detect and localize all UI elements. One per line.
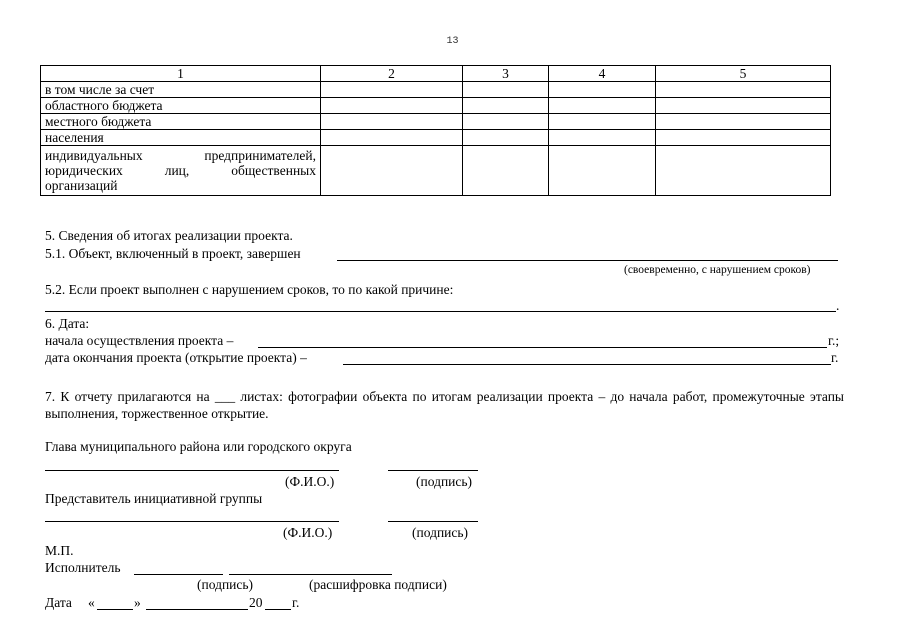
date-day-field[interactable] xyxy=(97,609,133,610)
row-label: областного бюджета xyxy=(41,98,321,114)
table-cell xyxy=(656,146,831,196)
section5-item1-label: 5.1. Объект, включенный в проект, завершен xyxy=(45,246,301,261)
date-year-field[interactable] xyxy=(265,609,291,610)
table-cell xyxy=(549,98,656,114)
table-cell xyxy=(321,114,463,130)
start-date-suffix: г.; xyxy=(828,333,840,348)
table-row xyxy=(41,130,831,146)
executor-label: Исполнитель xyxy=(45,560,121,575)
executor-decode-caption: (расшифровка подписи) xyxy=(309,577,447,592)
executor-signature-line[interactable] xyxy=(134,574,223,575)
row-label: местного бюджета xyxy=(41,114,321,130)
row-label: в том числе за счет xyxy=(41,82,321,98)
table-row xyxy=(41,98,831,114)
head-title: Глава муниципального района или городского округа xyxy=(45,439,352,454)
table-header-row xyxy=(41,66,831,82)
date-year-prefix: 20 xyxy=(249,595,263,610)
section5-item2-label: 5.2. Если проект выполнен с нарушением сроков, то по какой причине: xyxy=(45,282,454,297)
fill-line-completed[interactable] xyxy=(337,260,838,261)
end-date-suffix: г. xyxy=(831,350,839,365)
date-label: Дата xyxy=(45,595,72,610)
section5-item1-hint: (своевременно, с нарушением сроков) xyxy=(624,264,811,276)
column-header: 1 xyxy=(41,66,321,82)
fill-line-reason[interactable] xyxy=(45,311,836,312)
row-label-multiline xyxy=(41,146,321,196)
table-cell xyxy=(463,146,549,196)
table-row xyxy=(41,114,831,130)
column-header: 2 xyxy=(321,66,463,82)
date-year-suffix: г. xyxy=(292,595,300,610)
end-date-field[interactable] xyxy=(343,364,831,365)
table-cell xyxy=(321,146,463,196)
row-label-line: юридических лиц, общественных xyxy=(45,163,316,178)
table-row xyxy=(41,82,831,98)
executor-decode-line[interactable] xyxy=(229,574,392,575)
date-close-quote: » xyxy=(134,595,141,610)
stamp-label: М.П. xyxy=(45,543,74,558)
start-date-label: начала осуществления проекта – xyxy=(45,333,234,348)
rep-signature-caption: (подпись) xyxy=(412,525,469,540)
table-cell xyxy=(656,82,831,98)
table-cell xyxy=(549,114,656,130)
head-signature-caption: (подпись) xyxy=(416,474,473,489)
section5-title: 5. Сведения об итогах реализации проекта. xyxy=(45,228,293,243)
table-cell xyxy=(656,98,831,114)
table-cell xyxy=(463,130,549,146)
rep-fio-line[interactable] xyxy=(45,521,339,522)
head-fio-caption: (Ф.И.О.) xyxy=(285,474,335,489)
head-fio-line[interactable] xyxy=(45,470,339,471)
budget-table xyxy=(40,65,831,196)
column-header: 3 xyxy=(463,66,549,82)
row-label: населения xyxy=(41,130,321,146)
table-cell xyxy=(463,114,549,130)
table-cell xyxy=(656,130,831,146)
table-cell xyxy=(463,82,549,98)
rep-signature-line[interactable] xyxy=(388,521,478,522)
rep-title: Представитель инициативной группы xyxy=(45,491,263,506)
table-cell xyxy=(549,130,656,146)
start-date-field[interactable] xyxy=(258,347,827,348)
date-month-field[interactable] xyxy=(146,609,248,610)
rep-fio-caption: (Ф.И.О.) xyxy=(283,525,333,540)
table-cell xyxy=(321,130,463,146)
column-header: 4 xyxy=(549,66,656,82)
table-cell xyxy=(549,82,656,98)
date-open-quote: « xyxy=(88,595,95,610)
table-cell xyxy=(321,98,463,114)
table-cell xyxy=(656,114,831,130)
section5-item2-end: . xyxy=(836,298,840,313)
head-signature-line[interactable] xyxy=(388,470,478,471)
table-cell xyxy=(549,146,656,196)
column-header: 5 xyxy=(656,66,831,82)
row-label-line: организаций xyxy=(45,178,118,193)
table-cell xyxy=(463,98,549,114)
page-number: 13 xyxy=(446,36,459,47)
section6-title: 6. Дата: xyxy=(45,316,90,331)
end-date-label: дата окончания проекта (открытие проекта) – xyxy=(45,350,307,365)
table-cell xyxy=(321,82,463,98)
table-row xyxy=(41,146,831,196)
executor-signature-caption: (подпись) xyxy=(197,577,254,592)
row-label-line: индивидуальных предпринимателей, xyxy=(45,148,316,163)
section7-text: 7. К отчету прилагаются на ___ листах: фотографии объекта по итогам реализации проекта – до начала работ, промежуточные этапы выполнения, торжественное открытие. xyxy=(45,389,844,421)
